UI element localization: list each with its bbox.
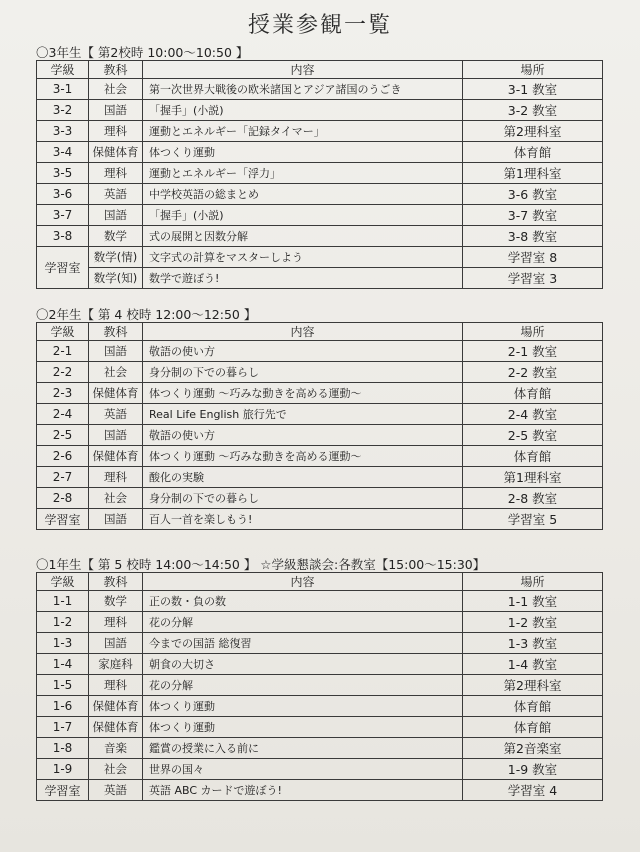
cell-subject: 国語 xyxy=(89,509,143,530)
cell-class: 2-5 xyxy=(37,425,89,446)
cell-subject: 数学 xyxy=(89,226,143,247)
cell-subject: 理科 xyxy=(89,467,143,488)
table-row xyxy=(37,446,603,467)
cell-place: 学習室 4 xyxy=(463,780,603,801)
table-row xyxy=(37,100,603,121)
cell-place: 1-3 教室 xyxy=(463,633,603,654)
table-row xyxy=(37,696,603,717)
cell-class: 1-2 xyxy=(37,612,89,633)
header-content: 内容 xyxy=(143,61,463,79)
cell-subject: 数学 xyxy=(89,591,143,612)
cell-content: 「握手」(小説) xyxy=(143,205,463,226)
table-row xyxy=(37,738,603,759)
cell-class: 3-4 xyxy=(37,142,89,163)
table-row xyxy=(37,509,603,530)
cell-content: 百人一首を楽しもう! xyxy=(143,509,463,530)
cell-subject: 英語 xyxy=(89,404,143,425)
schedule-table xyxy=(36,60,603,289)
cell-subject: 国語 xyxy=(89,633,143,654)
header-subject: 教科 xyxy=(89,61,143,79)
cell-place: 2-1 教室 xyxy=(463,341,603,362)
table-header-row xyxy=(37,61,603,79)
cell-content: 花の分解 xyxy=(143,612,463,633)
cell-place: 1-2 教室 xyxy=(463,612,603,633)
table-row xyxy=(37,425,603,446)
cell-class: 3-1 xyxy=(37,79,89,100)
table-row xyxy=(37,163,603,184)
cell-place: 体育館 xyxy=(463,696,603,717)
cell-place: 3-2 教室 xyxy=(463,100,603,121)
table-row xyxy=(37,362,603,383)
header-class: 学級 xyxy=(37,573,89,591)
table-row xyxy=(37,205,603,226)
section-heading: 〇2年生【 第 4 校時 12:00〜12:50 】 xyxy=(36,307,257,322)
cell-place: 学習室 5 xyxy=(463,509,603,530)
table-row xyxy=(37,467,603,488)
cell-place: 学習室 3 xyxy=(463,268,603,289)
cell-content: 鑑賞の授業に入る前に xyxy=(143,738,463,759)
cell-content: 正の数・負の数 xyxy=(143,591,463,612)
cell-class: 2-6 xyxy=(37,446,89,467)
table-row xyxy=(37,247,603,268)
cell-class: 2-3 xyxy=(37,383,89,404)
cell-subject: 家庭科 xyxy=(89,654,143,675)
cell-place: 3-6 教室 xyxy=(463,184,603,205)
header-place: 場所 xyxy=(463,573,603,591)
cell-content: 敬語の使い方 xyxy=(143,425,463,446)
table-row xyxy=(37,226,603,247)
cell-subject: 保健体育 xyxy=(89,383,143,404)
cell-content: 「握手」(小説) xyxy=(143,100,463,121)
header-place: 場所 xyxy=(463,323,603,341)
table-row xyxy=(37,612,603,633)
header-subject: 教科 xyxy=(89,323,143,341)
cell-subject: 英語 xyxy=(89,184,143,205)
table-row xyxy=(37,79,603,100)
section-heading: 〇1年生【 第 5 校時 14:00〜14:50 】 ☆学級懇談会:各教室【15:00〜15:30】 xyxy=(36,557,486,572)
cell-place: 第2理科室 xyxy=(463,675,603,696)
cell-place: 体育館 xyxy=(463,446,603,467)
cell-place: 第1理科室 xyxy=(463,467,603,488)
table-row xyxy=(37,591,603,612)
table-row xyxy=(37,121,603,142)
cell-subject: 国語 xyxy=(89,100,143,121)
cell-class: 3-7 xyxy=(37,205,89,226)
table-row xyxy=(37,341,603,362)
table-row xyxy=(37,142,603,163)
cell-subject: 国語 xyxy=(89,205,143,226)
schedule-table xyxy=(36,572,603,801)
cell-subject: 数学(知) xyxy=(89,268,143,289)
page-title: 授業参観一覧 xyxy=(247,13,392,38)
cell-place: 体育館 xyxy=(463,383,603,404)
header-subject: 教科 xyxy=(89,573,143,591)
cell-subject: 理科 xyxy=(89,612,143,633)
table-row xyxy=(37,780,603,801)
header-content: 内容 xyxy=(143,573,463,591)
schedule-table xyxy=(36,322,603,530)
cell-class: 学習室 xyxy=(37,780,89,801)
cell-class: 1-8 xyxy=(37,738,89,759)
cell-content: 第一次世界大戦後の欧米諸国とアジア諸国のうごき xyxy=(143,79,463,100)
section-grade2 xyxy=(36,308,602,530)
cell-place: 2-2 教室 xyxy=(463,362,603,383)
cell-place: 体育館 xyxy=(463,142,603,163)
cell-subject: 理科 xyxy=(89,121,143,142)
table-row xyxy=(37,633,603,654)
cell-class: 1-4 xyxy=(37,654,89,675)
cell-class: 1-6 xyxy=(37,696,89,717)
cell-content: 英語 ABC カードで遊ぼう! xyxy=(143,780,463,801)
cell-place: 第2理科室 xyxy=(463,121,603,142)
cell-class: 学習室 xyxy=(37,247,89,289)
cell-subject: 保健体育 xyxy=(89,142,143,163)
cell-content: 体つくり運動 xyxy=(143,696,463,717)
cell-content: 文字式の計算をマスターしよう xyxy=(143,247,463,268)
header-content: 内容 xyxy=(143,323,463,341)
table-row xyxy=(37,675,603,696)
cell-place: 3-1 教室 xyxy=(463,79,603,100)
cell-class: 1-7 xyxy=(37,717,89,738)
cell-subject: 保健体育 xyxy=(89,696,143,717)
cell-place: 第1理科室 xyxy=(463,163,603,184)
cell-subject: 国語 xyxy=(89,341,143,362)
cell-subject: 英語 xyxy=(89,780,143,801)
table-row xyxy=(37,759,603,780)
cell-content: 運動とエネルギー「浮力」 xyxy=(143,163,463,184)
table-row xyxy=(37,488,603,509)
cell-content: 体つくり運動 xyxy=(143,142,463,163)
section-heading: 〇3年生【 第2校時 10:00〜10:50 】 xyxy=(36,45,249,60)
cell-content: 数学で遊ぼう! xyxy=(143,268,463,289)
cell-subject: 音楽 xyxy=(89,738,143,759)
cell-place: 体育館 xyxy=(463,717,603,738)
cell-subject: 社会 xyxy=(89,79,143,100)
table-row xyxy=(37,268,603,289)
cell-content: 身分制の下での暮らし xyxy=(143,488,463,509)
cell-content: 世界の国々 xyxy=(143,759,463,780)
cell-place: 2-4 教室 xyxy=(463,404,603,425)
cell-subject: 社会 xyxy=(89,759,143,780)
table-row xyxy=(37,184,603,205)
cell-place: 3-7 教室 xyxy=(463,205,603,226)
section-grade1 xyxy=(36,558,602,801)
cell-content: 敬語の使い方 xyxy=(143,341,463,362)
cell-content: 花の分解 xyxy=(143,675,463,696)
cell-subject: 国語 xyxy=(89,425,143,446)
cell-place: 2-5 教室 xyxy=(463,425,603,446)
section-grade3 xyxy=(36,46,602,289)
cell-subject: 社会 xyxy=(89,488,143,509)
table-row xyxy=(37,654,603,675)
cell-class: 2-7 xyxy=(37,467,89,488)
cell-place: 学習室 8 xyxy=(463,247,603,268)
header-class: 学級 xyxy=(37,61,89,79)
cell-content: 運動とエネルギー「記録タイマー」 xyxy=(143,121,463,142)
header-place: 場所 xyxy=(463,61,603,79)
cell-class: 1-3 xyxy=(37,633,89,654)
cell-class: 3-3 xyxy=(37,121,89,142)
cell-class: 2-8 xyxy=(37,488,89,509)
cell-subject: 社会 xyxy=(89,362,143,383)
cell-class: 3-5 xyxy=(37,163,89,184)
cell-place: 3-8 教室 xyxy=(463,226,603,247)
cell-place: 2-8 教室 xyxy=(463,488,603,509)
table-row xyxy=(37,717,603,738)
table-header-row xyxy=(37,323,603,341)
cell-subject: 理科 xyxy=(89,163,143,184)
cell-place: 第2音楽室 xyxy=(463,738,603,759)
header-class: 学級 xyxy=(37,323,89,341)
cell-place: 1-4 教室 xyxy=(463,654,603,675)
cell-class: 3-2 xyxy=(37,100,89,121)
cell-content: 身分制の下での暮らし xyxy=(143,362,463,383)
cell-class: 2-4 xyxy=(37,404,89,425)
cell-place: 1-9 教室 xyxy=(463,759,603,780)
table-header-row xyxy=(37,573,603,591)
table-row xyxy=(37,404,603,425)
cell-class: 3-8 xyxy=(37,226,89,247)
table-row xyxy=(37,383,603,404)
cell-content: 式の展開と因数分解 xyxy=(143,226,463,247)
cell-class: 学習室 xyxy=(37,509,89,530)
cell-place: 1-1 教室 xyxy=(463,591,603,612)
cell-content: Real Life English 旅行先で xyxy=(143,404,463,425)
cell-class: 1-5 xyxy=(37,675,89,696)
cell-class: 1-9 xyxy=(37,759,89,780)
cell-subject: 数学(情) xyxy=(89,247,143,268)
cell-class: 3-6 xyxy=(37,184,89,205)
cell-subject: 理科 xyxy=(89,675,143,696)
cell-subject: 保健体育 xyxy=(89,717,143,738)
cell-content: 酸化の実験 xyxy=(143,467,463,488)
cell-content: 体つくり運動 xyxy=(143,717,463,738)
cell-class: 2-2 xyxy=(37,362,89,383)
cell-class: 1-1 xyxy=(37,591,89,612)
cell-class: 2-1 xyxy=(37,341,89,362)
cell-content: 体つくり運動 〜巧みな動きを高める運動〜 xyxy=(143,383,463,404)
cell-content: 体つくり運動 〜巧みな動きを高める運動〜 xyxy=(143,446,463,467)
cell-content: 今までの国語 総復習 xyxy=(143,633,463,654)
cell-content: 朝食の大切さ xyxy=(143,654,463,675)
cell-content: 中学校英語の総まとめ xyxy=(143,184,463,205)
cell-subject: 保健体育 xyxy=(89,446,143,467)
